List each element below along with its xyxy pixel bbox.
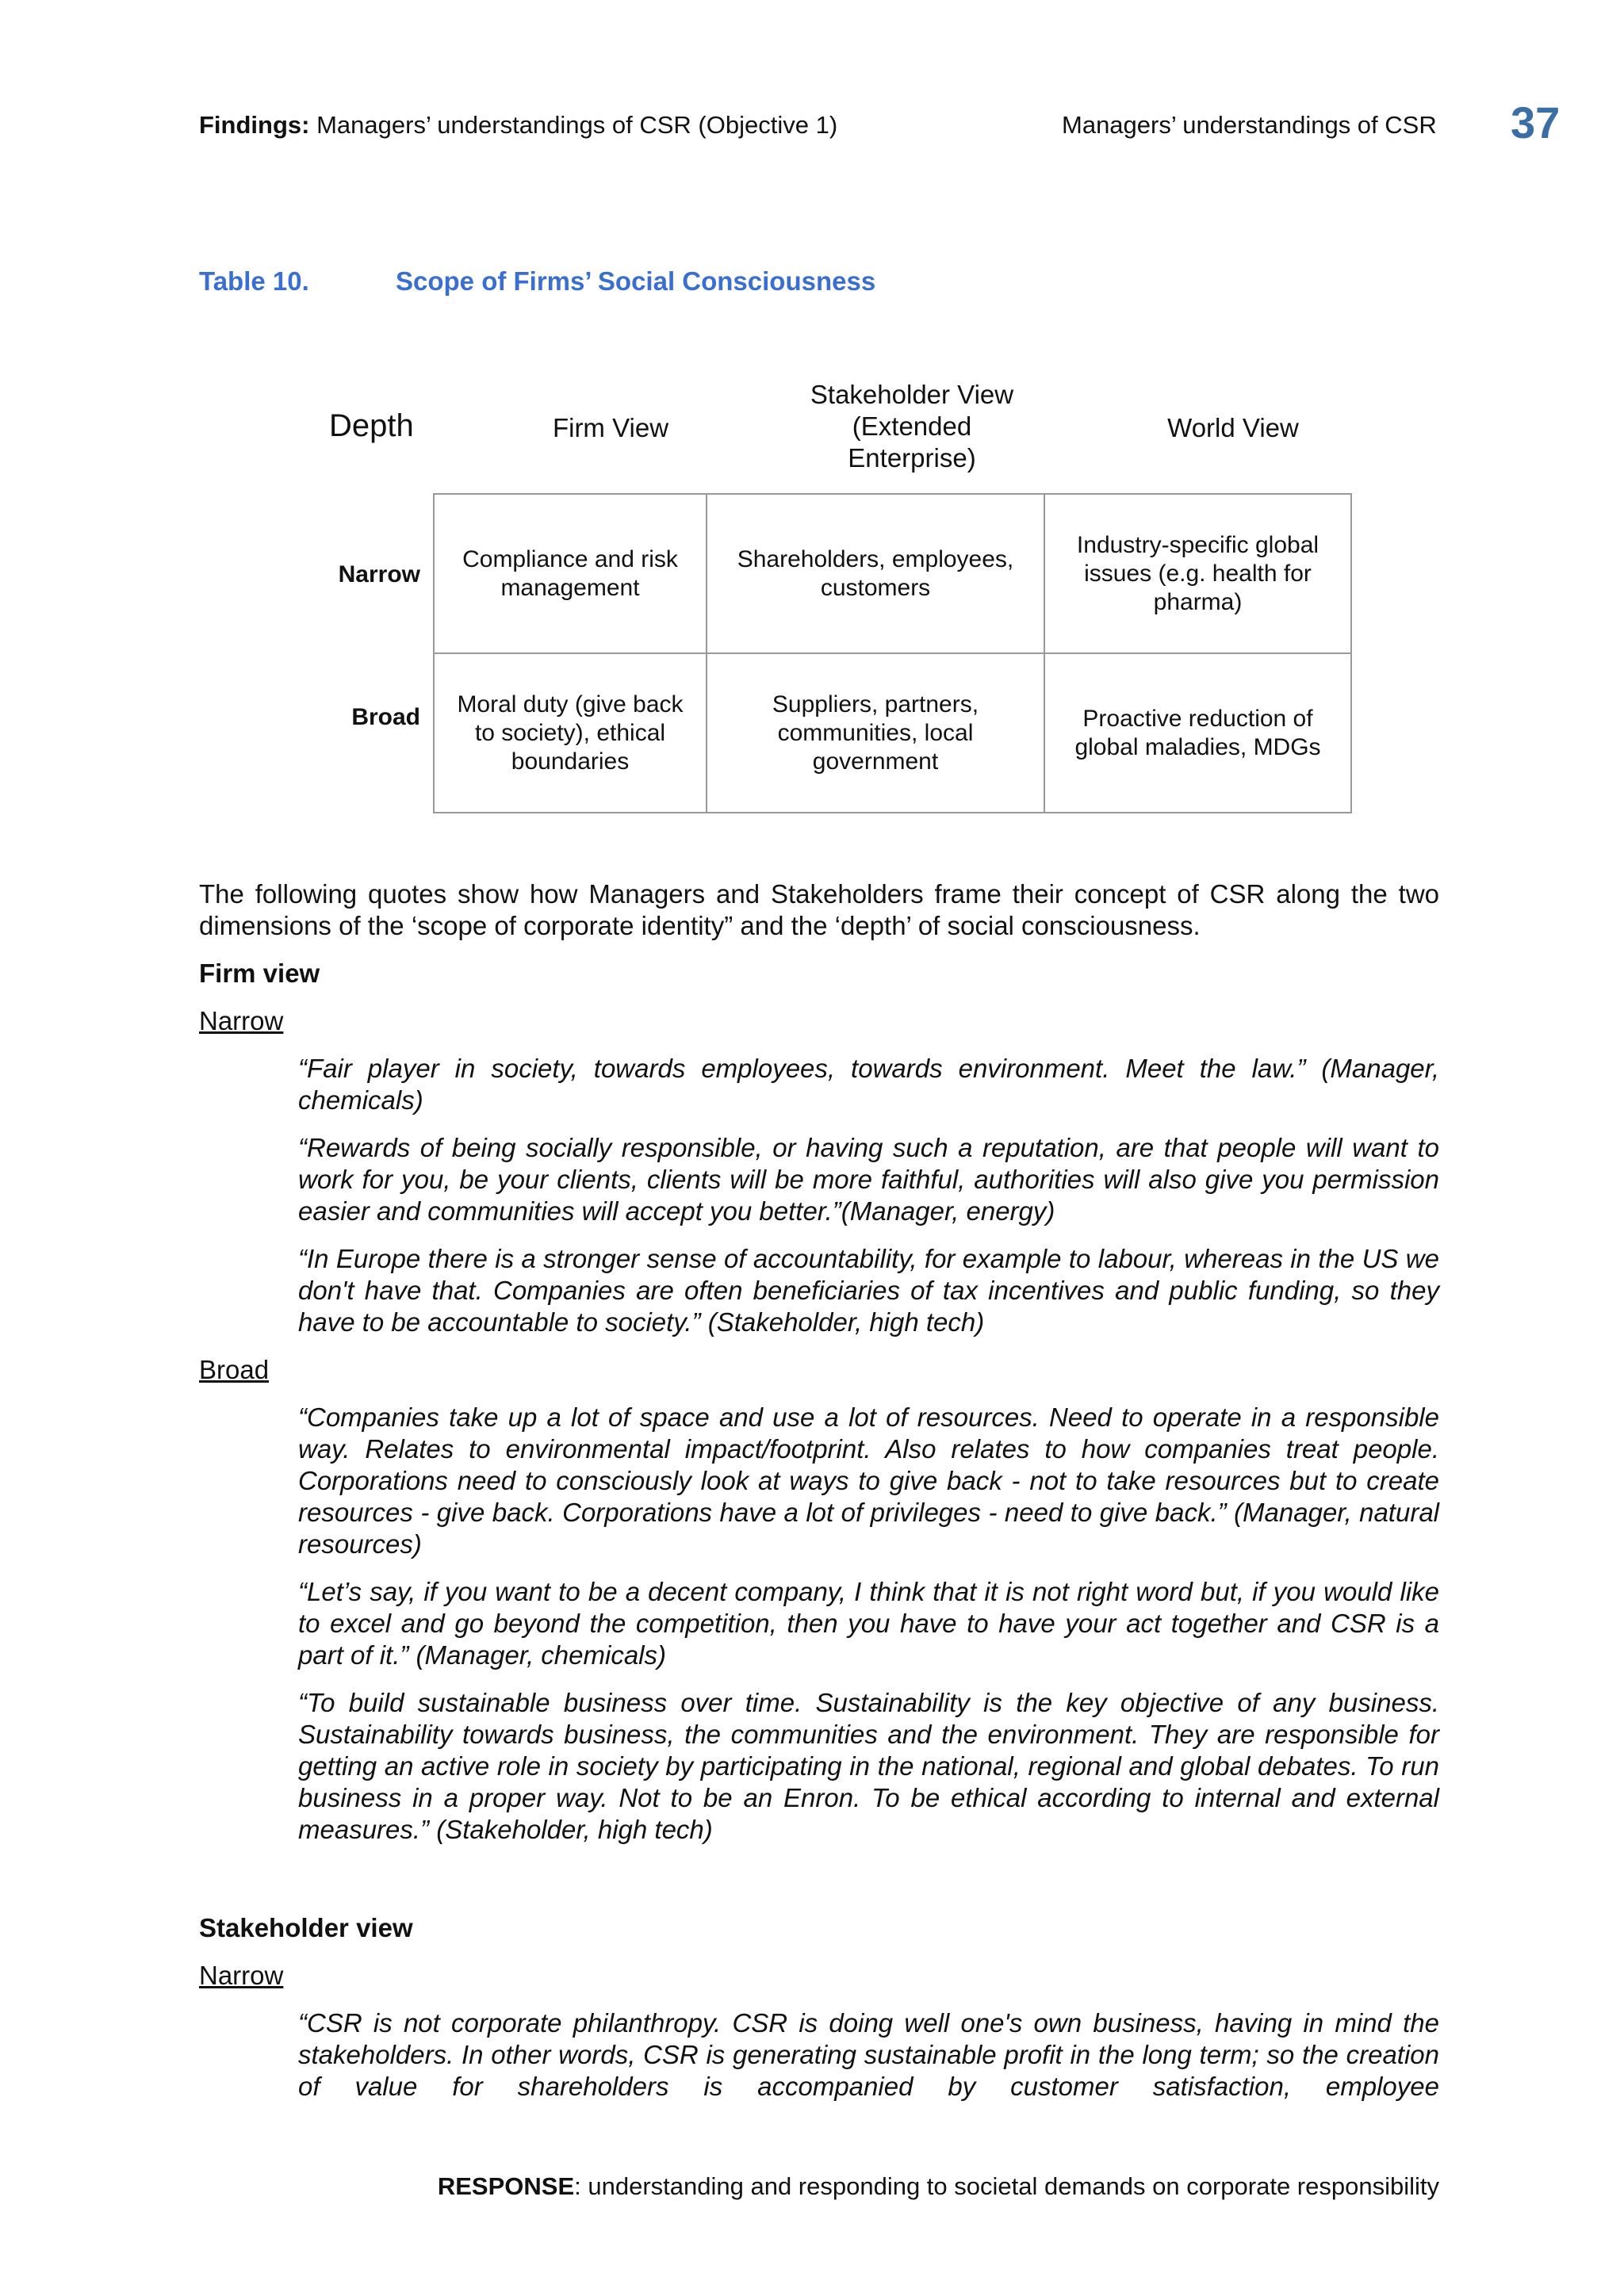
quote: “Let’s say, if you want to be a decent company, I think that it is not right word but, if you would like to excel and go beyond the competition, then you have to have your act together and CSR is a part of it.” (Manager, chemicals) (298, 1577, 1439, 1670)
section-heading: Stakeholder view (199, 1913, 413, 1942)
section-heading: Firm view (199, 959, 320, 988)
table-title: Scope of Firms’ Social Consciousness (396, 266, 876, 296)
table-cell: Suppliers, partners, communities, local government (707, 653, 1044, 813)
quote: “Companies take up a lot of space and use a lot of resources. Need to operate in a responsible way. Relates to environmental impact/footprint. Also relates to how companies treat people. Corporations need to consciously look at ways to give back - not to take resources but to create resources - give back. Corporations have a lot of privileges - need to give back.” (Manager, natural resources) (298, 1402, 1439, 1559)
scope-table (433, 493, 1352, 813)
row-label: Broad (351, 704, 420, 730)
footer-text: : understanding and responding to societal demands on corporate responsibility (574, 2172, 1439, 2200)
footer-bold: RESPONSE (437, 2172, 575, 2200)
header-bold: Findings: (199, 111, 310, 139)
table-row (434, 653, 1351, 813)
body-text (199, 878, 1439, 2118)
subsection-label: Broad (199, 1355, 270, 1384)
column-header: Firm View (552, 413, 669, 442)
quote: “In Europe there is a stronger sense of accountability, for example to labour, whereas in the US we don't have that. Companies are often beneficiaries of tax incentives and public funding, so they have to be accountable to society.” (Stakeholder, high tech) (298, 1244, 1439, 1337)
running-header-right: Managers’ understandings of CSR (1062, 111, 1437, 139)
subsection-label: Narrow (199, 1006, 284, 1035)
table-cell: Compliance and risk management (434, 494, 707, 653)
row-label: Narrow (338, 561, 420, 587)
quote: “CSR is not corporate philanthropy. CSR is doing well one's own business, having in mind the stakeholders. In other words, CSR is generating sustainable profit in the long term; so the creation of value for shareholders is accompanied by customer satisfaction, employee (298, 2008, 1439, 2101)
column-header: World View (1167, 413, 1299, 442)
running-header-left (199, 111, 837, 140)
header-text: Managers’ understandings of CSR (Objective 1) (309, 111, 838, 139)
table-cell: Moral duty (give back to society), ethical boundaries (434, 653, 707, 813)
table-cell: Industry-specific global issues (e.g. health for pharma) (1044, 494, 1351, 653)
page-number: 37 (1511, 98, 1561, 147)
quote: “To build sustainable business over time. Sustainability is the key objective of any business. Sustainability towards business, the communities and the environment. They are responsible for getting an active role in society by participating in the national, regional and global debates. To run business in a proper way. Not to be an Enron. To be ethical according to internal and external measures.” (Stakeholder, high tech) (298, 1688, 1439, 1844)
table-corner-depth: Depth (329, 408, 414, 443)
subsection-label: Narrow (199, 1961, 284, 1990)
page-footer (438, 2172, 1439, 2201)
quote: “Fair player in society, towards employees, towards environment. Meet the law.” (Manager, chemicals) (298, 1054, 1439, 1115)
quote: “Rewards of being socially responsible, or having such a reputation, are that people will want to work for you, be your clients, clients will be more faithful, authorities will also give you permission easier and communities will accept you better.”(Manager, energy) (298, 1133, 1439, 1226)
table-cell: Proactive reduction of global maladies, MDGs (1044, 653, 1351, 813)
intro-paragraph: The following quotes show how Managers and Stakeholders frame their concept of CSR along the two dimensions of the ‘scope of corporate identity” and the ‘depth’ of social consciousness. (199, 879, 1439, 940)
column-header: Stakeholder View (Extended Enterprise) (810, 380, 1014, 473)
table-label: Table 10. (199, 266, 309, 296)
table-cell: Shareholders, employees, customers (707, 494, 1044, 653)
table-row (434, 494, 1351, 653)
